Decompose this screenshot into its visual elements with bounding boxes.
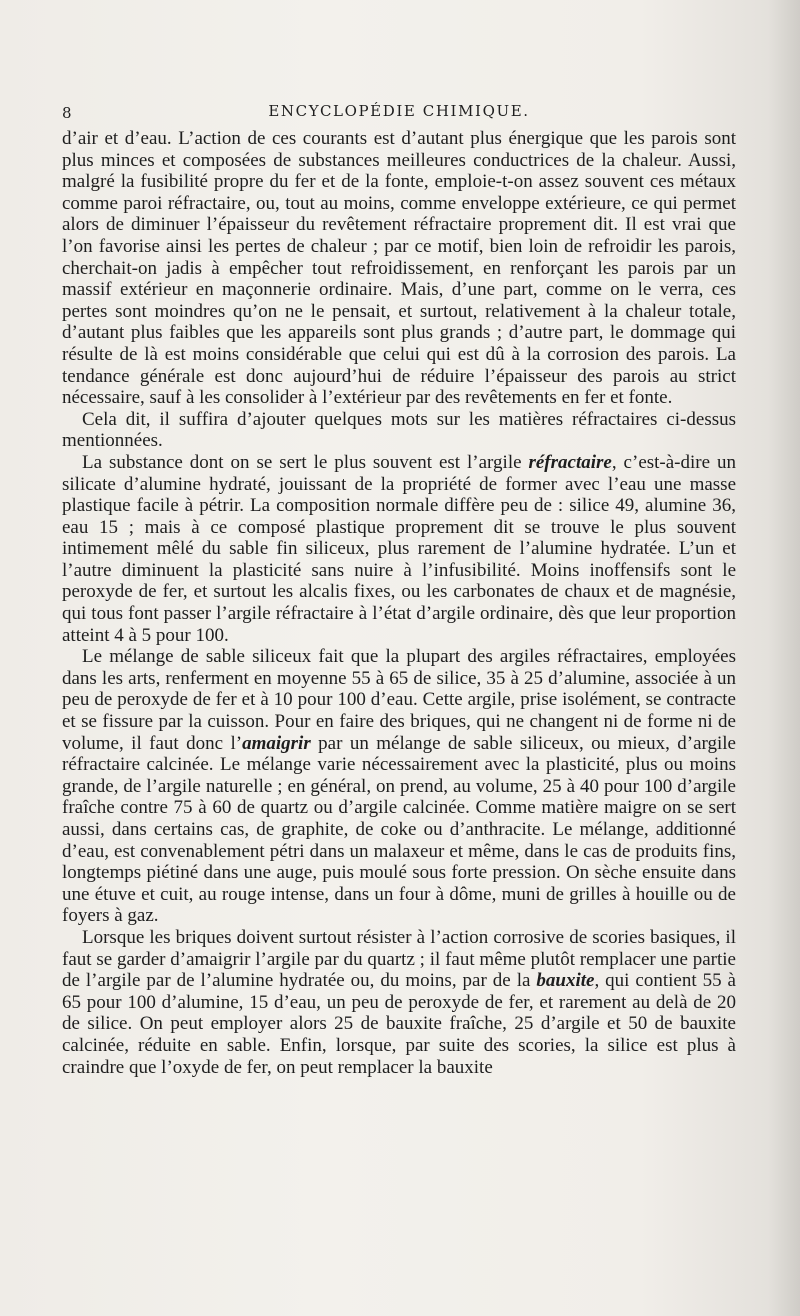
paragraph-text: , qui contient 55 à 65 pour 100 d’alumine, 15 d’eau, un peu de peroxyde de fer, et rarement au delà de 20 de silice. On peut employer alors 25 de bauxite fraîche, 25 d’argile et 50 de bauxite calcinée, réduite en sable. Enfin, lorsque, par suite des scories, la silice est plus à craindre que l’oxyde de fer, on peut remplacer la bauxite bbox=[62, 970, 736, 1078]
paragraph-text: Le mélange de sable siliceux fait que la plupart des argiles réfractaires, employées dans les arts, renferment en moyenne 55 à 65 de silice, 35 à 25 d’alumine, associée à un peu de peroxyde de fer et à 10 pour 100 d’eau. Cette argile, prise isolément, se contracte et se fissure par la cuisson. Pour en faire des briques, qui ne changent ni de forme ni de volume, il faut donc l’ bbox=[62, 646, 736, 754]
paragraph-text: La substance dont on se sert le plus souvent est l’argile bbox=[82, 451, 529, 473]
paragraph-continuation bbox=[62, 128, 736, 409]
page-number: 8 bbox=[62, 104, 72, 122]
paragraph bbox=[62, 409, 736, 452]
paragraph bbox=[62, 646, 736, 927]
paragraph-text: Cela dit, il suffira d’ajouter quelques mots sur les matières réfractaires ci-dessus mentionnées. bbox=[62, 408, 736, 452]
paragraph bbox=[62, 927, 736, 1078]
paragraph-text: d’air et d’eau. L’action de ces courants est d’autant plus énergique que les parois sont plus minces et composées de substances meilleures conductrices de la chaleur. Aussi, malgré la fusibilité propre du fer et de la fonte, emploie-t-on assez souvent ces métaux comme paroi réfractaire, ou, tout au moins, comme enveloppe extérieure, ce qui permet alors de diminuer l’épaisseur du revêtement réfractaire proprement dit. Il est vrai que l’on favorise ainsi les pertes de chaleur ; par ce motif, bien loin de refroidir les parois, cherchait-on jadis à empêcher tout refroidissement, en renforçant les parois par un massif extérieur en maçonnerie ordinaire. Mais, d’une part, comme on le verra, ces pertes sont moindres qu’on ne le pensait, et surtout, relativement à la chaleur totale, d’autant plus faibles que les appareils sont plus grands ; d’autre part, le dommage qui résulte de là est moins considérable que celui qui est dû à la corrosion des parois. La tendance générale est donc aujourd’hui de réduire l’épaisseur des parois au strict nécessaire, sauf à les consolider à l’extérieur par des revêtements en fer et fonte. bbox=[62, 128, 736, 409]
term-bauxite: bauxite bbox=[536, 970, 595, 992]
term-refractaire: réfractaire bbox=[528, 451, 612, 473]
term-amaigrir: amaigrir bbox=[242, 732, 311, 754]
body-text bbox=[62, 128, 736, 1078]
page-header bbox=[62, 100, 736, 124]
paragraph-text: , c’est-à-dire un silicate d’alumine hydraté, jouissant de la propriété de former avec l’eau une masse plastique facile à pétrir. La composition normale diffère peu de : silice 49, alumine 36, eau 15 ; mais à ce composé plastique proprement dit se trouve le plus souvent intimement mêlé du sable fin siliceux, plus rarement de l’alumine hydratée. L’un et l’autre diminuent la plasticité sans nuire à l’infusibilité. Moins inoffensifs sont le peroxyde de fer, et surtout les alcalis fixes, ou les carbonates de chaux et de magnésie, qui tous font passer l’argile réfractaire à l’état d’argile ordinaire, dès que leur proportion atteint 4 à 5 pour 100. bbox=[62, 451, 736, 646]
paragraph bbox=[62, 452, 736, 646]
paragraph-text: par un mélange de sable siliceux, ou mieux, d’argile réfractaire calcinée. Le mélange varie nécessairement avec la plasticité, plus ou moins grande, de l’argile naturelle ; en général, on prend, au volume, 25 à 40 pour 100 d’argile fraîche contre 75 à 60 de quartz ou d’argile calcinée. Comme matière maigre on se sert aussi, dans certains cas, de graphite, de coke ou d’anthracite. Le mélange, additionné d’eau, est convenablement pétri dans un malaxeur et même, dans le cas de produits fins, longtemps piétiné dans une auge, puis moulé sous forte pression. On sèche ensuite dans une étuve et cuit, au rouge intense, dans un four à dôme, muni de grilles à houille ou de foyers à gaz. bbox=[62, 732, 736, 927]
running-title: ENCYCLOPÉDIE CHIMIQUE. bbox=[268, 102, 530, 120]
paragraph-text: Lorsque les briques doivent surtout résister à l’action corrosive de scories basiques, il faut se garder d’amaigrir l’argile par du quartz ; il faut même plutôt remplacer une partie de l’argile par de l’alumine hydratée ou, du moins, par de la bbox=[62, 926, 736, 992]
